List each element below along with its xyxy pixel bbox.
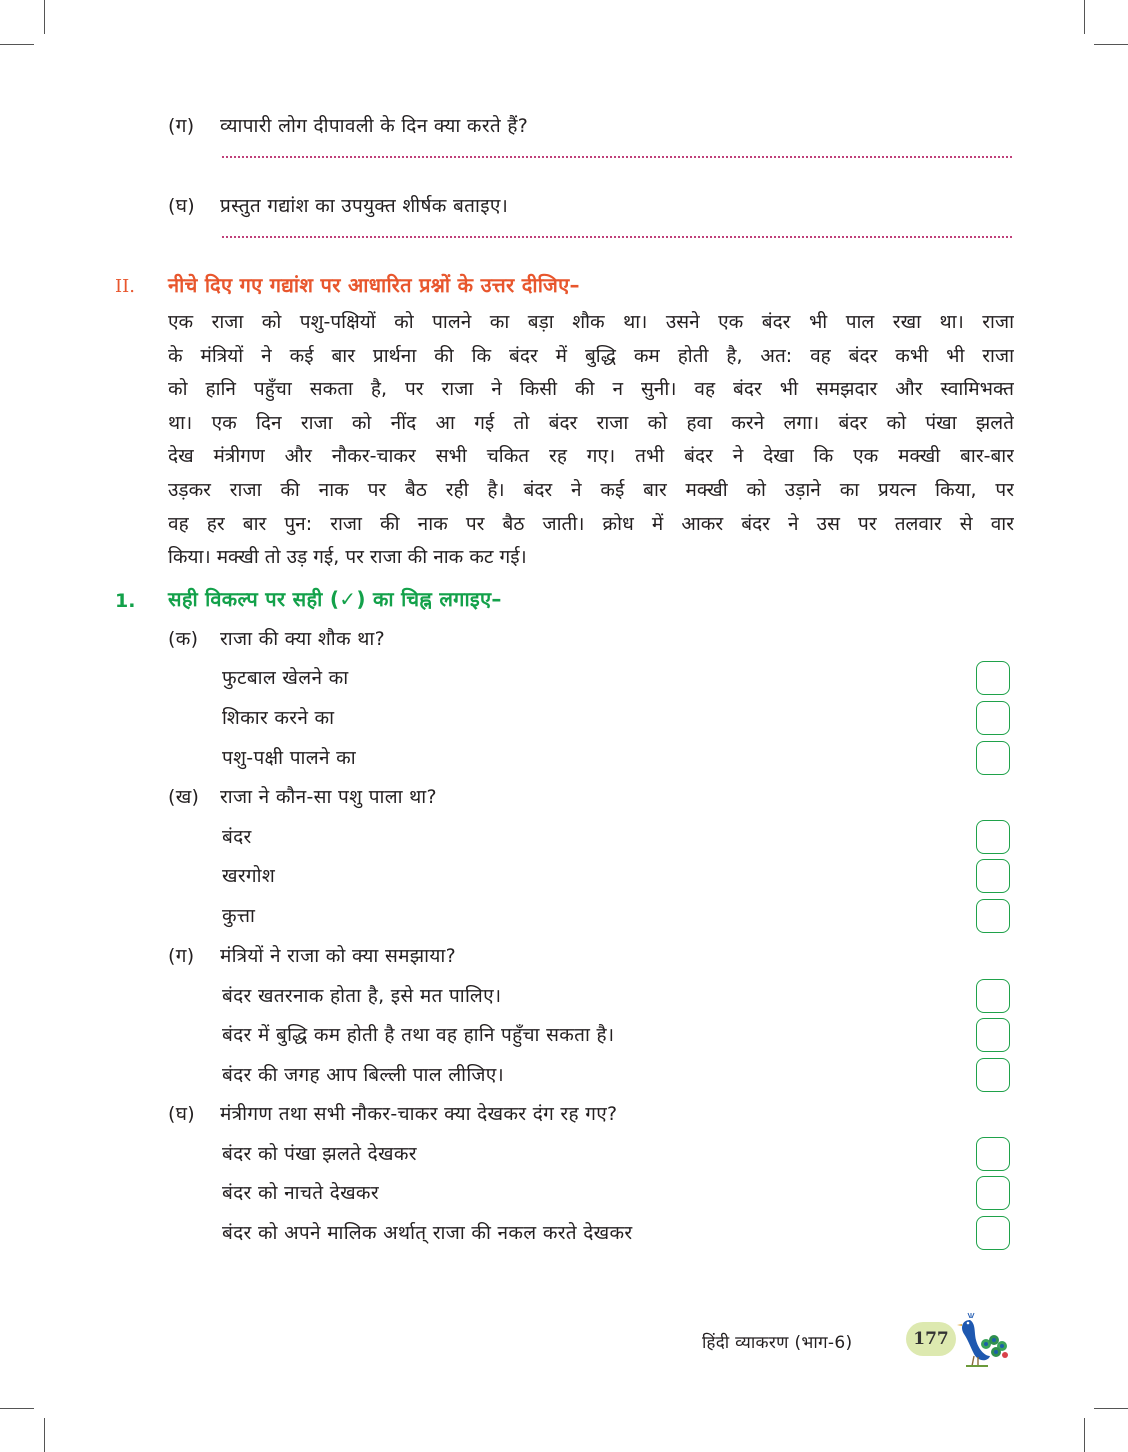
- option-text: फुटबाल खेलने का: [222, 667, 349, 689]
- option-checkbox[interactable]: [976, 1018, 1010, 1052]
- option-text: बंदर को पंखा झलते देखकर: [222, 1143, 417, 1165]
- question-text: प्रस्तुत गद्यांश का उपयुक्त शीर्षक बताइए।: [220, 195, 509, 217]
- mcq-question: [168, 1100, 617, 1126]
- option-checkbox[interactable]: [976, 820, 1010, 854]
- page-number: 177: [906, 1322, 956, 1356]
- option-text: बंदर में बुद्धि कम होती है तथा वह हानि पहुँचा सकता है।: [222, 1024, 615, 1046]
- section-title: नीचे दिए गए गद्यांश पर आधारित प्रश्नों के उत्तर दीजिए–: [168, 273, 580, 297]
- passage-line: देख मंत्रीगण और नौकर-चाकर सभी चकित रह गए। तभी बंदर ने देखा कि एक मक्खी बार-बार: [168, 445, 1014, 468]
- option-checkbox[interactable]: [976, 859, 1010, 893]
- question-text: मंत्रीगण तथा सभी नौकर-चाकर क्या देखकर दंग रह गए?: [220, 1103, 618, 1125]
- option-text: बंदर की जगह आप बिल्ली पाल लीजिए।: [222, 1064, 505, 1086]
- passage: [168, 306, 1014, 575]
- option-checkbox[interactable]: [976, 1137, 1010, 1171]
- question-text: राजा की क्या शौक था?: [220, 628, 385, 650]
- peacock-icon: [948, 1312, 1012, 1368]
- crop-mark: [44, 0, 45, 34]
- crop-mark: [0, 1408, 34, 1409]
- crop-mark: [1094, 44, 1128, 45]
- option-checkbox[interactable]: [976, 1216, 1010, 1250]
- question-label: (ग): [168, 115, 195, 137]
- option-checkbox[interactable]: [976, 1058, 1010, 1092]
- question-label: (ग): [168, 945, 195, 967]
- option-checkbox[interactable]: [976, 979, 1010, 1013]
- option-text: खरगोश: [222, 865, 276, 887]
- passage-line: था। एक दिन राजा को नींद आ गई तो बंदर राजा को हवा करने लगा। बंदर को पंखा झलते: [168, 411, 1014, 434]
- question-label: (घ): [168, 195, 195, 217]
- exercise-number: 1.: [115, 590, 136, 612]
- question-label: (ख): [168, 786, 200, 808]
- option-text: शिकार करने का: [222, 707, 335, 729]
- passage-line: उड़कर राजा की नाक पर बैठ रही है। बंदर ने कई बार मक्खी को उड़ाने का प्रयत्न किया, पर: [168, 478, 1014, 501]
- mcq-question: [168, 625, 385, 651]
- passage-line: के मंत्रियों ने कई बार प्रार्थना की कि बंदर में बुद्धि कम होती है, अत: वह बंदर कभी भी राजा: [168, 344, 1014, 367]
- option-text: बंदर को नाचते देखकर: [222, 1182, 379, 1204]
- option-checkbox[interactable]: [976, 899, 1010, 933]
- passage-line: को हानि पहुँचा सकता है, पर राजा ने किसी की न सुनी। वह बंदर भी समझदार और स्वामिभक्त: [168, 378, 1014, 401]
- passage-line: वह हर बार पुन: राजा की नाक पर बैठ जाती। क्रोध में आकर बंदर ने उस पर तलवार से वार: [168, 512, 1014, 535]
- answer-line[interactable]: [222, 236, 1012, 238]
- exercise-title: सही विकल्प पर सही (✓) का चिह्न लगाइए–: [168, 587, 502, 611]
- question-text: राजा ने कौन-सा पशु पाला था?: [220, 786, 437, 808]
- passage-line: किया। मक्खी तो उड़ गई, पर राजा की नाक कट गई।: [168, 546, 527, 569]
- option-checkbox[interactable]: [976, 661, 1010, 695]
- crop-mark: [1084, 1418, 1085, 1452]
- question-label: (घ): [168, 1103, 195, 1125]
- section-number: II.: [115, 276, 135, 297]
- option-checkbox[interactable]: [976, 741, 1010, 775]
- question-text: मंत्रियों ने राजा को क्या समझाया?: [220, 945, 457, 967]
- option-text: पशु-पक्षी पालने का: [222, 747, 356, 769]
- passage-line: एक राजा को पशु-पक्षियों को पालने का बड़ा शौक था। उसने एक बंदर भी पाल रखा था। राजा: [168, 311, 1014, 333]
- option-text: बंदर को अपने मालिक अर्थात् राजा की नकल करते देखकर: [222, 1222, 633, 1244]
- question-label: (क): [168, 628, 199, 650]
- option-text: बंदर खतरनाक होता है, इसे मत पालिए।: [222, 985, 502, 1007]
- mcq-question: [168, 942, 456, 968]
- book-title: हिंदी व्याकरण (भाग-6): [702, 1333, 853, 1353]
- question-text: व्यापारी लोग दीपावली के दिन क्या करते हैं?: [220, 115, 529, 137]
- crop-mark: [1084, 0, 1085, 34]
- option-checkbox[interactable]: [976, 1176, 1010, 1210]
- option-checkbox[interactable]: [976, 701, 1010, 735]
- option-text: कुत्ता: [222, 905, 256, 927]
- crop-mark: [44, 1418, 45, 1452]
- crop-mark: [0, 44, 34, 45]
- crop-mark: [1094, 1408, 1128, 1409]
- prev-question: [168, 112, 528, 138]
- mcq-question: [168, 783, 437, 809]
- prev-question: [168, 192, 508, 218]
- answer-line[interactable]: [222, 156, 1012, 158]
- option-text: बंदर: [222, 826, 252, 848]
